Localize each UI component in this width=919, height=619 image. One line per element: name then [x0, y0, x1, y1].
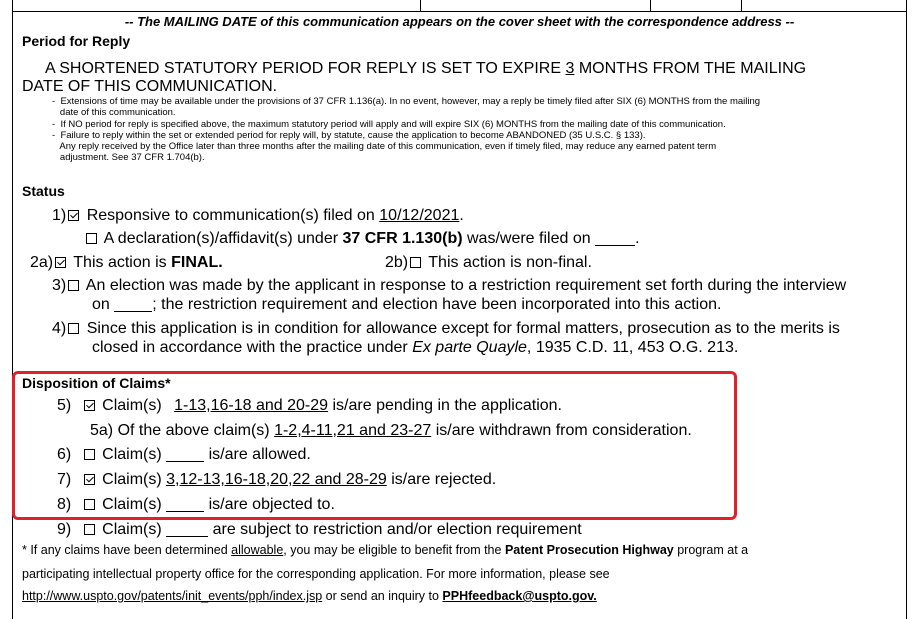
period-note-3: - Failure to reply within the set or extended period for reply will, by statute, cause the application to become ABANDONED (35 U.S.C. § 133). — [52, 130, 646, 141]
checkbox[interactable] — [68, 280, 79, 291]
footer-text: , you may be eligible to benefit from the — [283, 543, 502, 557]
pph-note-line-3 — [22, 589, 597, 603]
item-number: 7) — [57, 471, 72, 488]
claim-numbers: 3,12-13,16-18,20,22 and 28-29 — [166, 471, 387, 488]
item-text: is/are pending in the application. — [332, 397, 562, 414]
checkbox-checked[interactable] — [68, 210, 79, 221]
status-item-2a — [30, 254, 223, 272]
claim-numbers: 1-13,16-18 and 20-29 — [174, 397, 329, 414]
checkbox[interactable] — [410, 257, 421, 268]
footer-text: or send an inquiry to — [325, 589, 439, 603]
item-number: 9) — [57, 521, 72, 538]
shortened-period-line — [45, 60, 806, 78]
period-note-2: - If NO period for reply is specified above, the maximum statutory period will apply and will expire SIX (6) MONTHS from the mailing date of this communication. — [52, 119, 726, 130]
checkbox[interactable] — [86, 233, 97, 244]
item-text: Since this application is in condition for allowance except for formal matters, prosecution as to the merits is — [86, 320, 840, 337]
period-note-4: Any reply received by the Office later than three months after the mailing date of this communication, even if timely filed, may reduce any earned patent term — [52, 141, 717, 152]
claim-label: Claim(s) — [102, 471, 162, 488]
blank-field — [595, 231, 635, 246]
status-item-4-line2 — [92, 339, 738, 357]
checkbox[interactable] — [68, 323, 79, 334]
period-text: MONTHS FROM THE MAILING — [578, 60, 807, 77]
pph-email-link[interactable]: PPHfeedback@uspto.gov. — [442, 589, 597, 603]
period-note-5: adjustment. See 37 CFR 1.704(b). — [52, 152, 205, 163]
claim-row-9 — [57, 521, 582, 539]
item-text: closed in accordance with the practice under — [92, 339, 408, 356]
status-item-1 — [52, 207, 464, 225]
footer-text: * If any claims have been determined — [22, 543, 228, 557]
checkbox-checked[interactable] — [55, 257, 66, 268]
pph-note-line-1 — [22, 543, 748, 557]
status-item-1b — [84, 230, 640, 248]
cell-divider — [420, 0, 421, 11]
cell-divider — [741, 0, 742, 11]
claim-label: Claim(s) — [102, 397, 162, 414]
page-frame-left — [12, 0, 13, 619]
cfr-reference: 37 CFR 1.130(b) — [342, 230, 463, 247]
item-number: 2a) — [30, 254, 54, 271]
item-text: ; the restriction requirement and election have been incorporated into this action. — [152, 296, 722, 313]
footer-text: program at a — [677, 543, 749, 557]
allowable-term: allowable — [231, 543, 284, 557]
disposition-header: Disposition of Claims* — [22, 375, 171, 391]
period-line-2: DATE OF THIS COMMUNICATION. — [22, 78, 278, 95]
period-note-1b: date of this communication. — [52, 107, 176, 118]
item-text: is/are withdrawn from consideration. — [435, 422, 692, 439]
item-text: are subject to restriction and/or election requirement — [212, 521, 582, 538]
item-text: 5a) Of the above claim(s) — [90, 422, 270, 439]
status-item-3 — [52, 277, 846, 295]
item-number: 4) — [52, 320, 67, 337]
claim-label: Claim(s) — [102, 496, 162, 513]
item-number: 2b) — [385, 254, 409, 271]
item-text: This action is non-final. — [428, 254, 592, 271]
punct: . — [459, 207, 464, 224]
item-number: 1) — [52, 207, 67, 224]
item-text: was/were filed on — [467, 230, 591, 247]
page-frame-right — [906, 0, 907, 619]
status-item-4 — [52, 320, 840, 338]
status-header: Status — [22, 183, 65, 199]
period-text: A SHORTENED STATUTORY PERIOD FOR REPLY IS SET TO EXPIRE — [45, 60, 561, 77]
highlight-box — [12, 371, 737, 520]
item-text: An election was made by the applicant in response to a restriction requirement set forth during the interview — [85, 277, 847, 294]
top-rule — [12, 11, 907, 12]
claim-label: Claim(s) — [102, 446, 162, 463]
item-text: is/are rejected. — [391, 471, 497, 488]
pph-note-line-2: participating intellectual property office for the corresponding application. For more information, please see — [22, 567, 610, 581]
pph-program-name: Patent Prosecution Highway — [504, 543, 674, 557]
final-label: FINAL. — [171, 254, 223, 271]
pph-link[interactable]: http://www.uspto.gov/patents/init_events/pph/index.jsp — [22, 589, 323, 603]
item-text: A declaration(s)/affidavit(s) under — [103, 230, 339, 247]
status-item-2b — [385, 254, 592, 272]
item-text: , 1935 C.D. 11, 453 O.G. 213. — [526, 339, 739, 356]
claim-label: Claim(s) — [102, 521, 162, 538]
period-note-1: - Extensions of time may be available under the provisions of 37 CFR 1.136(a). In no event, however, may a reply be timely filed after SIX (6) MONTHS from the mailing — [52, 96, 761, 107]
checkbox[interactable] — [84, 524, 95, 535]
case-name: Ex parte Quayle — [412, 339, 527, 356]
item-text: is/are allowed. — [208, 446, 311, 463]
item-number: 3) — [52, 277, 67, 294]
item-text: Responsive to communication(s) filed on — [86, 207, 375, 224]
status-item-3-line2 — [92, 296, 721, 314]
item-number: 8) — [57, 496, 72, 513]
item-text: on — [92, 296, 110, 313]
item-number: 6) — [57, 446, 72, 463]
blank-field — [114, 297, 152, 312]
punct: . — [635, 230, 640, 247]
mailing-date-note: -- The MAILING DATE of this communication appears on the cover sheet with the correspondence address -- — [124, 14, 795, 29]
period-for-reply-header: Period for Reply — [22, 33, 131, 49]
item-text: This action is — [73, 254, 167, 271]
item-text: is/are objected to. — [208, 496, 335, 513]
period-months: 3 — [565, 60, 575, 77]
claim-numbers: 1-2,4-11,21 and 23-27 — [274, 422, 432, 439]
blank-field — [166, 522, 208, 537]
item-number: 5) — [57, 397, 72, 414]
filed-date: 10/12/2021 — [379, 207, 460, 224]
cell-divider — [650, 0, 651, 11]
